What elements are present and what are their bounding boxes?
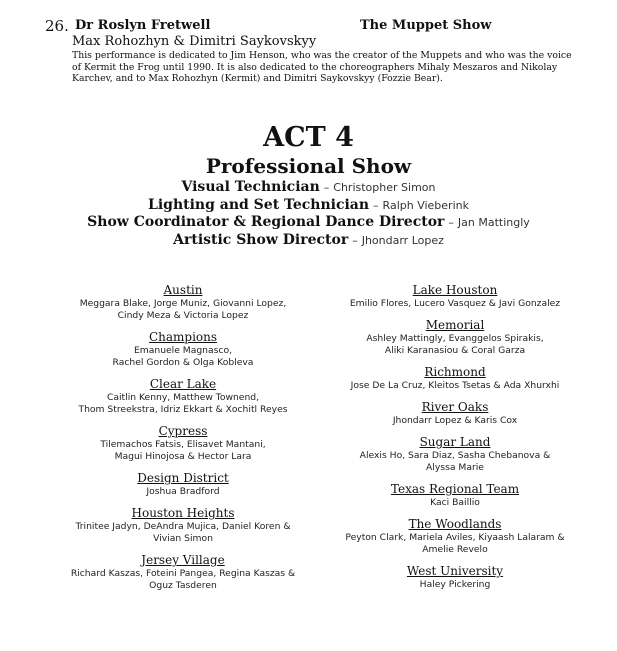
- studio-name: Jersey Village: [141, 553, 225, 567]
- credit-separator: –: [323, 181, 330, 194]
- credit-line: [0, 231, 617, 249]
- studio-block: [330, 365, 580, 392]
- credit-role: Visual Technician: [181, 179, 320, 195]
- credits-list: [0, 178, 617, 248]
- studio-members: Tilemachos Fatsis, Elisavet Mantani,: [100, 439, 266, 450]
- studio-name: The Woodlands: [408, 517, 502, 531]
- studio-members: Vivian Simon: [153, 533, 213, 544]
- act-title: ACT 4: [263, 122, 354, 153]
- credit-role: Artistic Show Director: [173, 231, 349, 248]
- studio-members: Aliki Karanasiou & Coral Garza: [384, 345, 526, 356]
- studio-members: Jhondarr Lopez & Karis Cox: [392, 415, 518, 426]
- studio-block: [330, 435, 580, 474]
- credit-person: Christopher Simon: [333, 181, 436, 194]
- studio-members: Cindy Meza & Victoria Lopez: [117, 310, 249, 321]
- studio-members: Rachel Gordon & Olga Kobleva: [112, 357, 254, 368]
- credit-person: Jhondarr Lopez: [361, 233, 444, 247]
- studio-members: Haley Pickering: [419, 579, 491, 590]
- studio-name: Austin: [163, 283, 203, 297]
- studio-members: Trinitee Jadyn, DeAndra Mujica, Daniel Koren &: [75, 521, 291, 532]
- credit-role: Show Coordinator & Regional Dance Director: [87, 214, 445, 230]
- entry-dancers: Max Rohozhyn & Dimitri Saykovskyy: [72, 34, 317, 49]
- studio-members: Oguz Tasderen: [149, 580, 217, 591]
- studio-block: [55, 553, 311, 592]
- entry-show-title: The Muppet Show: [360, 18, 492, 33]
- studio-members: Alyssa Marie: [426, 462, 484, 473]
- studio-name: Cypress: [158, 424, 208, 438]
- studio-name: Sugar Land: [419, 435, 491, 449]
- studio-members: Peyton Clark, Mariela Aviles, Kiyaash Lalaram &: [345, 532, 565, 543]
- studio-members: Emilio Flores, Lucero Vasquez & Javi Gonzalez: [349, 298, 561, 309]
- studio-members: Kaci Baillio: [430, 497, 480, 508]
- studio-block: [55, 424, 311, 463]
- studio-block: [55, 471, 311, 498]
- studio-block: [330, 564, 580, 591]
- studio-block: [55, 330, 311, 369]
- studio-block: [330, 400, 580, 427]
- studio-name: Houston Heights: [131, 506, 235, 520]
- credit-separator: –: [352, 233, 358, 247]
- studio-name: Lake Houston: [412, 283, 498, 297]
- studio-members: Magui Hinojosa & Hector Lara: [114, 451, 252, 462]
- entry-performer: Dr Roslyn Fretwell: [75, 18, 211, 33]
- studios-right-column: [330, 283, 580, 599]
- studio-members: Meggara Blake, Jorge Muniz, Giovanni Lopez,: [79, 298, 287, 309]
- studio-name: Clear Lake: [149, 377, 217, 391]
- studio-name: River Oaks: [421, 400, 489, 414]
- studio-block: [330, 283, 580, 310]
- studio-block: [55, 506, 311, 545]
- studio-members: Emanuele Magnasco,: [133, 345, 233, 356]
- credit-person: Jan Mattingly: [457, 216, 530, 229]
- studio-block: [330, 482, 580, 509]
- studio-name: Champions: [148, 330, 218, 344]
- credit-line: [0, 178, 617, 196]
- studio-members: Alexis Ho, Sara Diaz, Sasha Chebanova &: [359, 450, 551, 461]
- studio-members: Caitlin Kenny, Matthew Townend,: [106, 392, 260, 403]
- act-subtitle: Professional Show: [205, 154, 412, 178]
- studio-name: Texas Regional Team: [390, 482, 520, 496]
- studio-block: [55, 283, 311, 322]
- studio-block: [55, 377, 311, 416]
- studio-members: Jose De La Cruz, Kleitos Tsetas & Ada Xhurxhi: [350, 380, 560, 391]
- studio-members: Ashley Mattingly, Evanggelos Spirakis,: [366, 333, 544, 344]
- studio-members: Richard Kaszas, Foteini Pangea, Regina Kaszas &: [70, 568, 296, 579]
- credit-separator: –: [448, 216, 454, 229]
- studio-block: [330, 318, 580, 357]
- studios-left-column: [55, 283, 311, 600]
- studio-members: Amelie Revelo: [422, 544, 488, 555]
- credit-person: Ralph Vieberink: [382, 198, 469, 212]
- studio-block: [330, 517, 580, 556]
- credit-line: [0, 196, 617, 214]
- studio-members: Joshua Bradford: [146, 486, 220, 497]
- entry-number: 26.: [45, 17, 69, 35]
- studio-name: West University: [406, 564, 504, 578]
- studio-name: Design District: [137, 471, 229, 485]
- studio-name: Memorial: [425, 318, 485, 332]
- credit-role: Lighting and Set Technician: [148, 196, 370, 213]
- studio-members: Thom Streekstra, Idriz Ekkart & Xochitl Reyes: [78, 404, 288, 415]
- studio-name: Richmond: [424, 365, 486, 379]
- credit-separator: –: [373, 198, 379, 212]
- entry-dedication: This performance is dedicated to Jim Henson, who was the creator of the Muppets and who was the voice of Kermit the Frog until 1990. It is also dedicated to the choreographers Mihaly Meszaros and Nikolay Karchev, and to Max Rohozhyn (Kermit) and Dimitri Saykovskyy (Fozzie Bear).: [72, 50, 572, 84]
- credit-line: [0, 213, 617, 231]
